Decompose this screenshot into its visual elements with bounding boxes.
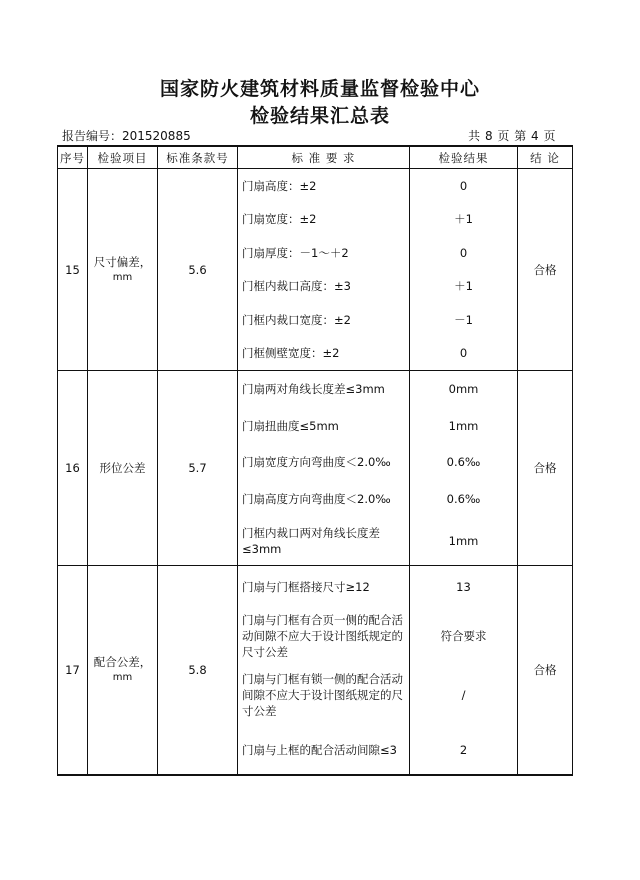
result: /: [461, 688, 466, 702]
requirement: 门扇高度方向弯曲度＜2.0‰: [242, 491, 391, 506]
col-header-result: 检验结果: [410, 146, 518, 169]
requirement: 门扇高度：±2: [242, 178, 317, 193]
page-indicator: 共 8 页 第 4 页: [468, 129, 556, 143]
conclusion: 合格: [518, 371, 573, 566]
inspection-item: [88, 169, 158, 371]
inspection-item: [88, 371, 158, 566]
row-number: 15: [58, 169, 88, 371]
results-cell: [410, 371, 518, 566]
table-row: [58, 371, 573, 566]
col-header-no: 序号: [58, 146, 88, 169]
result: ＋1: [454, 279, 473, 294]
item-unit: mm: [112, 271, 133, 283]
standard-clause: 5.6: [158, 169, 238, 371]
requirement: 门扇厚度：－1～＋2: [242, 245, 349, 260]
requirement: 门扇扭曲度≤5mm: [242, 418, 339, 433]
requirement: 门框内裁口两对角线长度差≤3mm: [242, 526, 380, 556]
result: 0.6‰: [446, 491, 481, 506]
document-subtitle: 检验结果汇总表: [249, 105, 390, 127]
inspection-item: [88, 566, 158, 776]
requirement: 门框内裁口高度：±3: [242, 279, 351, 294]
document-title: 国家防火建筑材料质量监督检验中心: [159, 78, 480, 100]
table-row: [58, 566, 573, 776]
result: 0: [459, 245, 468, 260]
requirement: 门框侧壁宽度：±2: [242, 346, 340, 361]
requirement: 门扇与门框有合页一侧的配合活动间隙不应大于设计图纸规定的尺寸公差: [242, 613, 403, 659]
result: 符合要求: [440, 629, 487, 643]
results-cell: [410, 169, 518, 371]
col-header-requirement: 标 准 要 求: [238, 146, 410, 169]
table-row: [58, 169, 573, 371]
requirement: 门扇与门框有锁一侧的配合活动间隙不应大于设计图纸规定的尺寸公差: [242, 672, 403, 718]
item-unit: mm: [112, 672, 133, 683]
report-number: 报告编号：201520885: [62, 129, 191, 143]
item-label: 配合公差，: [93, 655, 152, 669]
requirement: 门框内裁口宽度：±2: [242, 312, 351, 327]
results-cell: [410, 566, 518, 776]
result: 2: [459, 743, 468, 757]
result: 0: [459, 178, 468, 193]
col-header-clause: 标准条款号: [158, 146, 238, 169]
requirement: 门扇宽度方向弯曲度＜2.0‰: [242, 455, 391, 470]
requirement: 门扇宽度：±2: [242, 212, 317, 227]
conclusion: 合格: [518, 566, 573, 776]
result: 1mm: [448, 534, 479, 548]
results-summary-table: [57, 145, 573, 776]
result: 0.6‰: [446, 455, 481, 470]
result: －1: [454, 312, 473, 327]
result: 0mm: [448, 382, 479, 397]
result: 1mm: [448, 418, 479, 433]
result: 13: [456, 580, 471, 594]
col-header-item: 检验项目: [88, 146, 158, 169]
col-header-conclusion: 结 论: [518, 146, 573, 169]
row-number: 16: [58, 371, 88, 566]
requirements-cell: [238, 371, 410, 566]
standard-clause: 5.7: [158, 371, 238, 566]
result: ＋1: [454, 212, 473, 227]
requirement: 门扇与上框的配合活动间隙≤3: [242, 743, 397, 757]
table-header-row: [58, 146, 573, 169]
requirements-cell: [238, 169, 410, 371]
standard-clause: 5.8: [158, 566, 238, 776]
row-number: 17: [58, 566, 88, 776]
item-label: 形位公差: [99, 461, 146, 475]
item-label: 尺寸偏差，: [93, 254, 152, 269]
result: 0: [459, 346, 468, 361]
conclusion: 合格: [518, 169, 573, 371]
requirements-cell: [238, 566, 410, 776]
requirement: 门扇与门框搭接尺寸≥12: [242, 580, 370, 594]
requirement: 门扇两对角线长度差≤3mm: [242, 382, 385, 397]
